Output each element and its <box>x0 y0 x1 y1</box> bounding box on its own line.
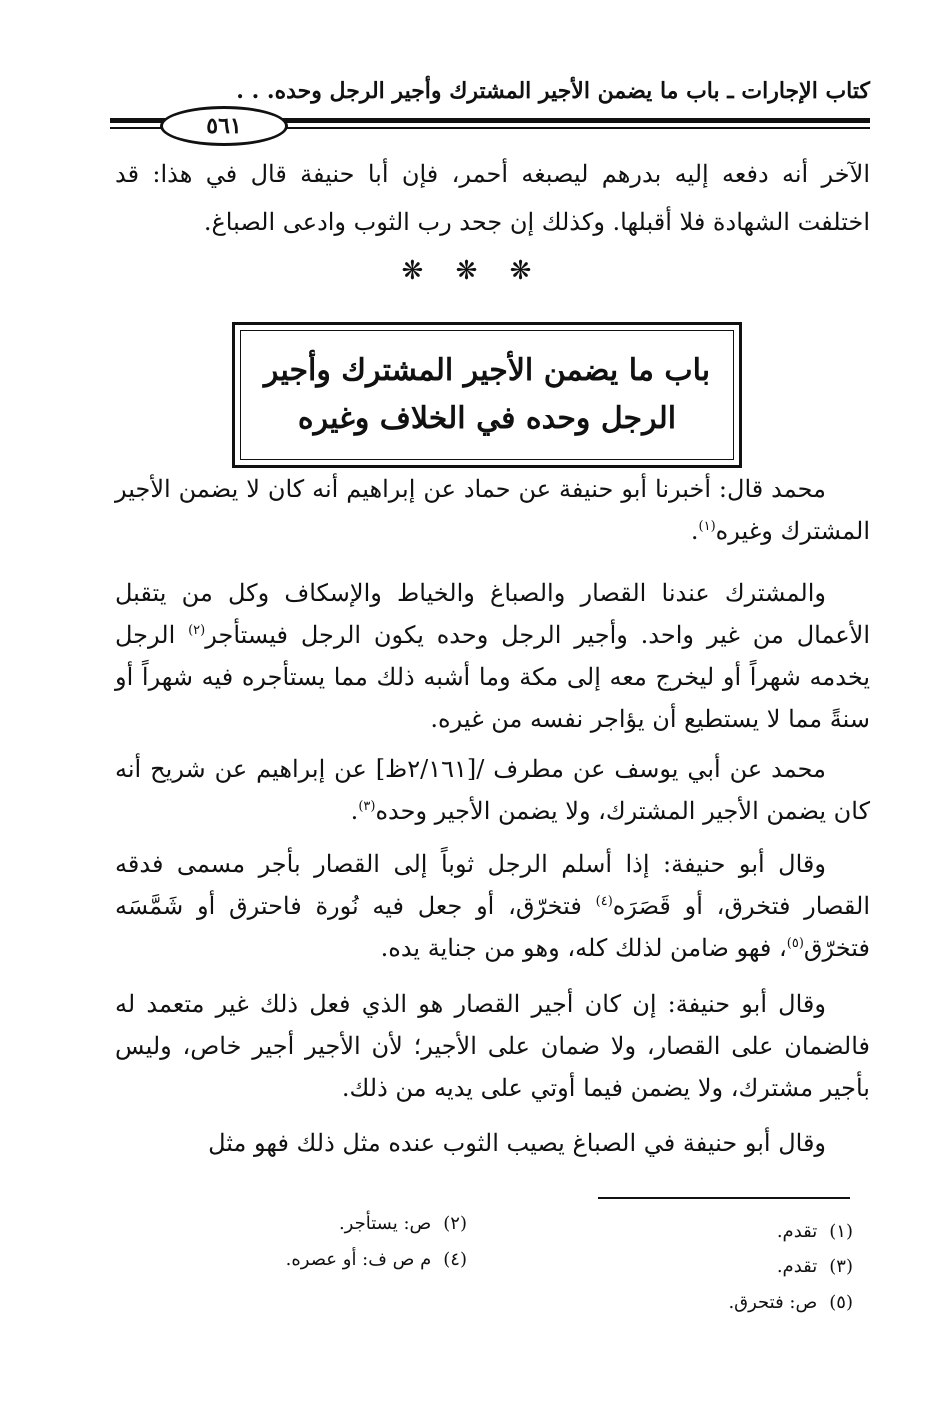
paragraph-3 <box>115 748 870 832</box>
chapter-title <box>235 347 739 443</box>
paragraph-1-text: محمد قال: أخبرنا أبو حنيفة عن حماد عن إبراهيم أنه كان لا يضمن الأجير المشترك وغيره <box>115 475 870 545</box>
paragraph-2-text-a: والمشترك عندنا القصار والصباغ والخياط والإسكاف وكل من يتقبل الأعمال من غير واحد. وأجير الرجل وحده يكون الرجل فيستأجر <box>115 579 870 649</box>
running-title: كتاب الإجارات ـ باب ما يضمن الأجير المشترك وأجير الرجل وحده. . . <box>236 78 870 104</box>
footnote-1-text: تقدم. <box>776 1221 818 1242</box>
running-header <box>110 70 870 140</box>
footnote-2 <box>339 1210 467 1238</box>
paragraph-4-text-b: فتخرّق، أو جعل فيه نُورة فاحترق أو شَمَّسَه فتخرّق <box>115 892 870 962</box>
footnote-ref-1: (١) <box>698 519 716 534</box>
footnote-2-number: (٢) <box>443 1213 467 1234</box>
footnote-ref-5: (٥) <box>786 936 804 951</box>
footnote-3-text: تقدم. <box>776 1256 818 1277</box>
continuation-paragraph: الآخر أنه دفعه إليه بدرهم ليصبغه أحمر، فإن أبا حنيفة قال في هذا: قد اختلفت الشهادة فلا أقبلها. وكذلك إن جحد رب الثوب وادعى الصباغ. <box>115 160 870 236</box>
footnote-separator <box>598 1197 850 1199</box>
footnote-4-number: (٤) <box>443 1249 467 1270</box>
footnote-ref-3: (٣) <box>358 799 376 814</box>
chapter-title-line-2: الرجل وحده في الخلاف وغيره <box>297 401 677 436</box>
footnote-1-number: (١) <box>829 1221 853 1242</box>
paragraph-2 <box>115 572 870 740</box>
paragraph-1 <box>115 468 870 552</box>
section-ornament: ❋ ❋ ❋ <box>401 256 544 286</box>
footnote-2-text: ص: يستأجر. <box>338 1213 432 1234</box>
footnote-5 <box>728 1289 853 1317</box>
paragraph-2-text-b: الرجل يخدمه شهراً أو ليخرج معه إلى مكة وما أشبه ذلك مما يستأجره فيه شهراً أو سنةً مما لا يستطيع أن يؤاجر نفسه من غيره. <box>115 621 870 733</box>
footnote-3-number: (٣) <box>829 1256 853 1277</box>
paragraph-3-text: محمد عن أبي يوسف عن مطرف /[٢/١٦١ظ] عن إبراهيم عن شريح أنه كان يضمن الأجير المشترك، ولا يضمن الأجير وحده <box>115 755 870 825</box>
paragraph-4-text-c: ، فهو ضامن لذلك كله، وهو من جناية يده. <box>380 934 787 962</box>
footnote-1 <box>777 1218 853 1246</box>
footnote-ref-2: (٢) <box>188 623 206 638</box>
paragraph-5: وقال أبو حنيفة: إن كان أجير القصار هو الذي فعل ذلك غير متعمد له فالضمان على القصار، ولا ضمان على الأجير؛ لأن الأجير أجير خاص، وليس بأجير مشترك، ولا يضمن فيما أوتي على يديه من ذلك. <box>115 990 870 1102</box>
footnote-ref-4: (٤) <box>595 894 613 909</box>
footnote-5-text: ص: فتحرق. <box>728 1292 818 1313</box>
paragraph-3-end: . <box>350 797 359 825</box>
chapter-title-line-1: باب ما يضمن الأجير المشترك وأجير <box>263 353 711 388</box>
paragraph-1-end: . <box>690 517 699 545</box>
footnote-4 <box>286 1246 467 1274</box>
paragraph-4-text-a: وقال أبو حنيفة: إذا أسلم الرجل ثوباً إلى القصار بأجر مسمى فدقه القصار فتخرق، أو قَصَرَه <box>115 850 871 920</box>
page-number: ٥٦١ <box>160 106 288 146</box>
paragraph-6: وقال أبو حنيفة في الصباغ يصيب الثوب عنده مثل ذلك فهو مثل <box>208 1129 826 1157</box>
footnote-5-number: (٥) <box>829 1292 853 1313</box>
footnote-3 <box>777 1253 853 1281</box>
paragraph-4 <box>115 843 870 969</box>
chapter-heading-box <box>232 322 742 468</box>
footnote-4-text: م ص ف: أو عصره. <box>285 1249 432 1270</box>
